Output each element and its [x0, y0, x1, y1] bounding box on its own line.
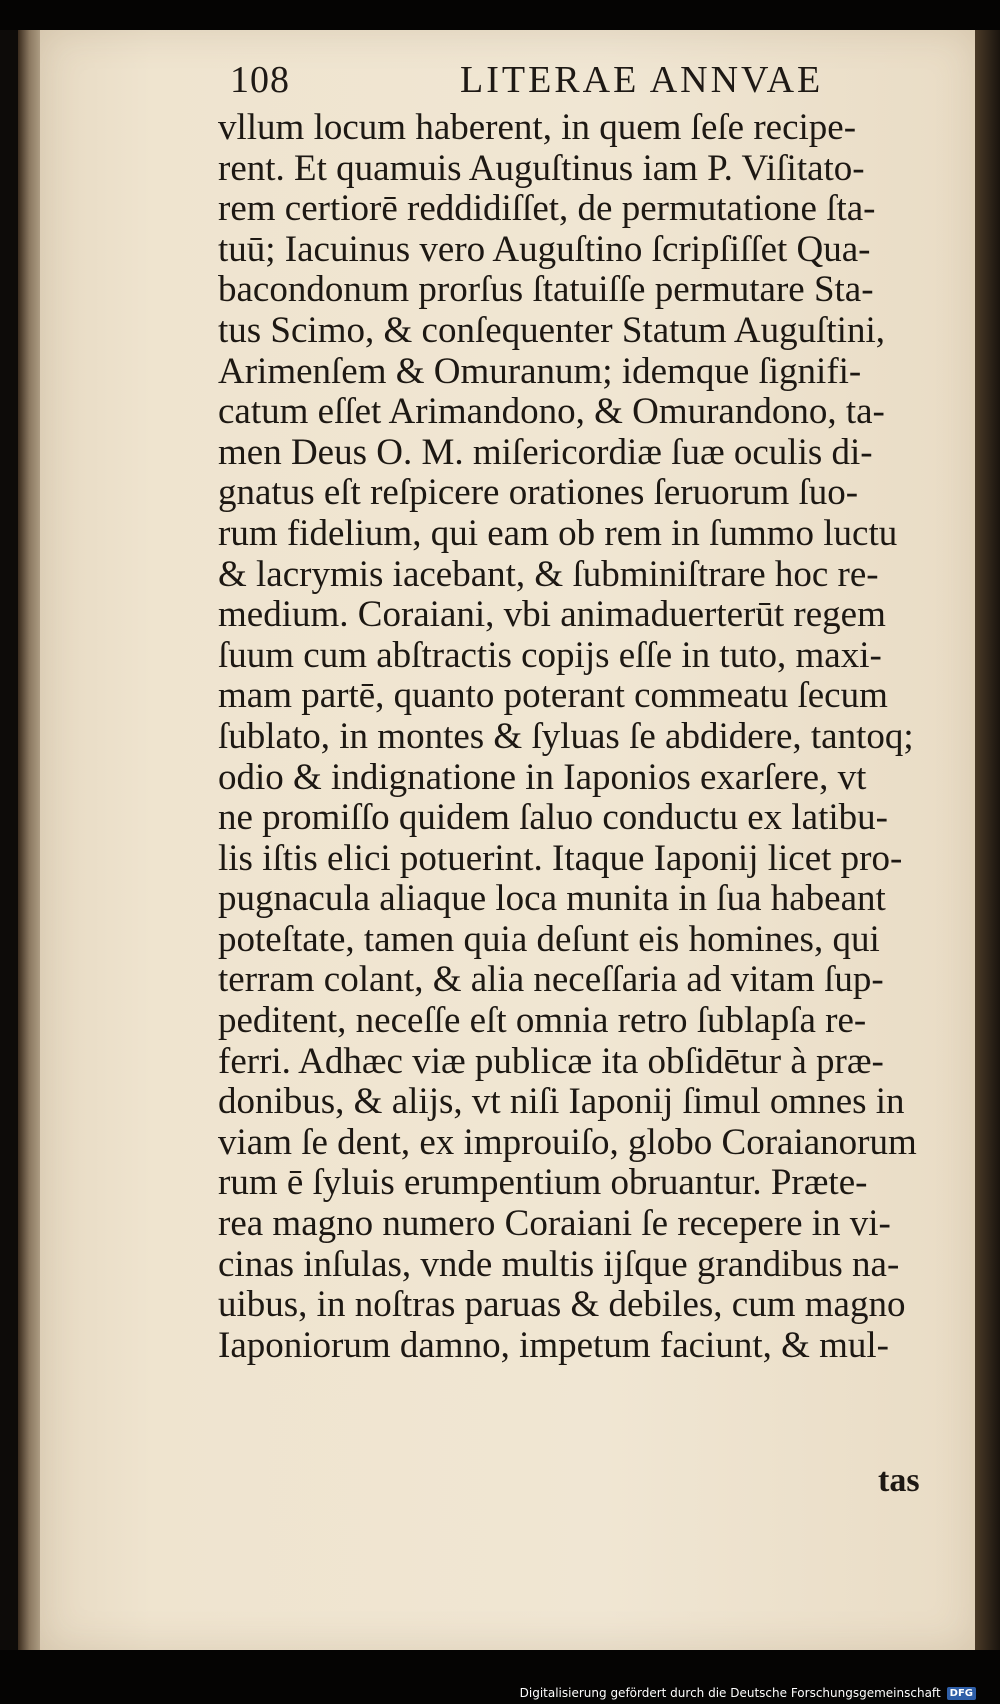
text-line: tuū; Iacuinus vero Auguſtino ſcripſiſſet Qua- — [218, 229, 871, 270]
dfg-logo-icon: DFG — [947, 1687, 976, 1700]
text-line: lis iſtis elici potuerint. Itaque Iaponij licet pro- — [218, 838, 903, 879]
text-line: terram colant, & alia neceſſaria ad vitam ſup- — [218, 960, 884, 1001]
text-line: ne promiſſo quidem ſaluo conductu ex latibu- — [218, 798, 888, 839]
scan-top-border — [0, 0, 1000, 30]
text-line: poteſtate, tamen quia deſunt eis homines, qui — [218, 919, 880, 960]
running-head — [230, 58, 850, 104]
text-line: rea magno numero Coraiani ſe recepere in vi- — [218, 1204, 891, 1245]
text-line: Iaponiorum damno, impetum faciunt, & mul- — [218, 1325, 890, 1366]
text-line: uibus, in noſtras paruas & debiles, cum magno — [218, 1285, 906, 1326]
text-line: ſublato, in montes & ſyluas ſe abdidere, tantoq; — [218, 716, 914, 757]
text-line: medium. Coraiani, vbi animaduerterūt regem — [218, 595, 886, 636]
catchword: tas — [878, 1462, 920, 1499]
text-line: vllum locum haberent, in quem ſeſe recipe- — [218, 108, 857, 148]
text-line: men Deus O. M. miſericordiæ ſuæ oculis di- — [218, 432, 873, 473]
text-line: rum ē ſyluis erumpentium obruantur. Præte- — [218, 1163, 868, 1204]
digitization-credit — [520, 1686, 976, 1700]
text-line: viam ſe dent, ex improuiſo, globo Coraianorum — [218, 1122, 917, 1163]
text-line: gnatus eſt reſpicere orationes ſeruorum ſuo- — [218, 473, 859, 514]
text-line: cinas inſulas, vnde multis ijſque grandibus na- — [218, 1244, 900, 1285]
text-line: ferri. Adhæc viæ publicæ ita obſidētur à præ- — [218, 1041, 884, 1082]
text-line: peditent, neceſſe eſt omnia retro ſublapſa re- — [218, 1001, 867, 1042]
text-line: catum eſſet Arimandono, & Omurandono, ta- — [218, 392, 885, 433]
body-text — [218, 108, 968, 1366]
credit-text: Digitalisierung gefördert durch die Deutsche Forschungsgemeinschaft — [519, 1686, 941, 1700]
text-line: & lacrymis iacebant, & ſubminiſtrare hoc re- — [218, 554, 879, 595]
text-line: rent. Et quamuis Auguſtinus iam P. Viſitato- — [218, 148, 865, 189]
text-line: ſuum cum abſtractis copijs eſſe in tuto, maxi- — [218, 635, 882, 676]
running-title: LITERAE ANNVAE — [460, 59, 824, 101]
text-line: donibus, & alijs, vt niſi Iaponij ſimul omnes in — [218, 1082, 905, 1123]
page-number: 108 — [230, 59, 290, 101]
text-line: pugnacula aliaque loca munita in ſua habeant — [218, 879, 886, 920]
text-line: tus Scimo, & conſequenter Statum Auguſtini, — [218, 310, 885, 351]
text-line: rem certiorē reddidiſſet, de permutatione ſta- — [218, 189, 876, 230]
text-line: rum fidelium, qui eam ob rem in ſummo luctu — [218, 513, 898, 554]
page-fore-edge — [975, 30, 1000, 1650]
text-line: mam partē, quanto poterant commeatu ſecum — [218, 676, 888, 717]
text-line: bacondonum prorſus ſtatuiſſe permutare Sta- — [218, 270, 874, 311]
text-line: Arimenſem & Omuranum; idemque ſignifi- — [218, 351, 862, 392]
text-line: odio & indignatione in Iaponios exarſere, vt — [218, 757, 867, 798]
